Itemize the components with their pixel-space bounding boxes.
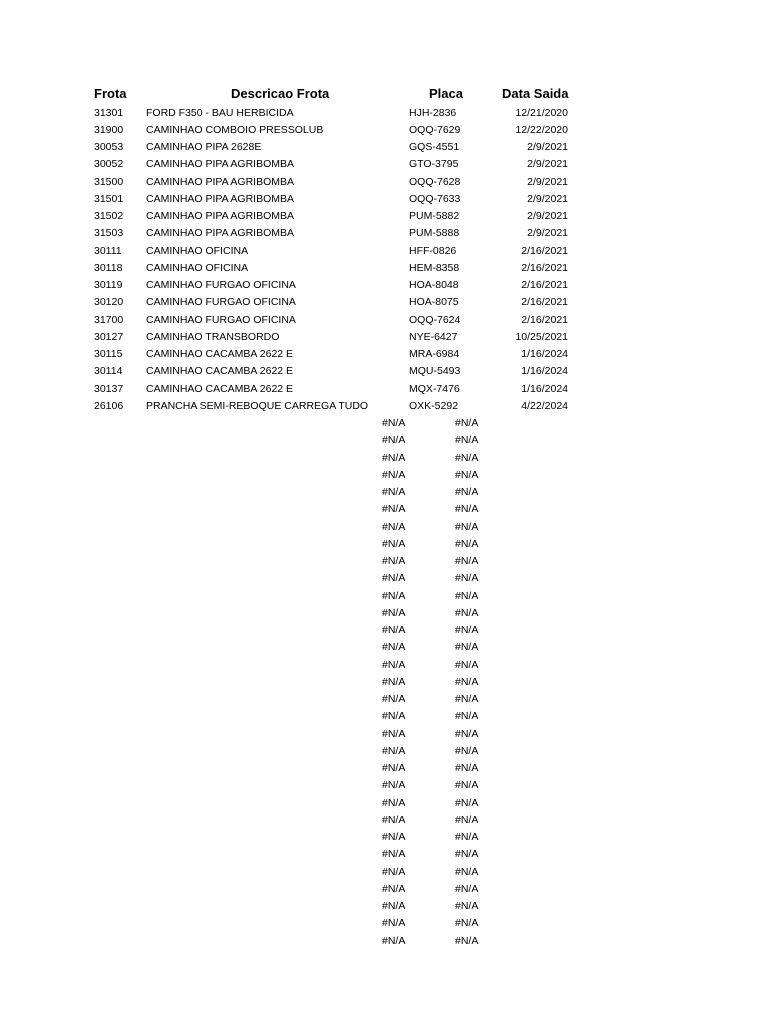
cell-frota: 30115: [94, 348, 123, 360]
cell-frota: 30119: [94, 279, 123, 291]
table-row: [0, 329, 768, 346]
cell-na-data: #N/A: [455, 779, 479, 792]
cell-na-data: #N/A: [455, 675, 479, 688]
cell-data-saida: 4/22/2024: [521, 399, 568, 412]
na-row: [0, 777, 768, 794]
cell-na-data: #N/A: [455, 744, 479, 757]
table-row: [0, 156, 768, 173]
cell-placa: NYE-6427: [409, 330, 458, 343]
cell-descricao: CAMINHAO CACAMBA 2622 E: [146, 348, 294, 360]
cell-na-placa: #N/A: [382, 813, 406, 826]
cell-descricao: CAMINHAO CACAMBA 2622 E: [146, 382, 294, 395]
cell-na-data: #N/A: [455, 606, 479, 619]
na-row: [0, 795, 768, 812]
na-row: [0, 674, 768, 691]
cell-data-saida: 12/21/2020: [515, 106, 568, 119]
na-row: [0, 415, 768, 432]
cell-na-placa: #N/A: [382, 451, 406, 464]
cell-na-placa: #N/A: [382, 831, 406, 843]
cell-na-placa: #N/A: [382, 710, 406, 723]
cell-na-data: #N/A: [455, 865, 479, 878]
cell-na-data: #N/A: [455, 537, 479, 550]
table-row: [0, 225, 768, 242]
table-row: [0, 312, 768, 329]
cell-placa: HEM-8358: [409, 261, 460, 274]
cell-frota: 31900: [94, 123, 124, 136]
cell-data-saida: 2/16/2021: [521, 244, 568, 257]
cell-na-data: #N/A: [455, 813, 479, 826]
cell-descricao: CAMINHAO OFICINA: [146, 261, 249, 274]
cell-frota: 31301: [94, 106, 124, 119]
cell-placa: OXK-5292: [409, 399, 459, 412]
cell-na-placa: #N/A: [382, 520, 406, 533]
cell-na-placa: #N/A: [382, 934, 406, 947]
na-row: [0, 450, 768, 467]
cell-placa: HJH-2836: [409, 106, 457, 119]
table-row: [0, 105, 768, 122]
cell-na-placa: #N/A: [382, 882, 406, 895]
cell-na-data: #N/A: [455, 917, 479, 930]
na-row: [0, 484, 768, 501]
cell-frota: 30111: [94, 244, 122, 257]
cell-na-data: #N/A: [455, 710, 479, 723]
cell-descricao: CAMINHAO FURGAO OFICINA: [146, 279, 296, 291]
cell-data-saida: 10/25/2021: [515, 330, 568, 343]
na-row: [0, 726, 768, 743]
cell-na-placa: #N/A: [382, 468, 406, 481]
cell-na-data: #N/A: [455, 520, 479, 533]
cell-placa: PUM-5882: [409, 210, 460, 222]
cell-data-saida: 2/9/2021: [527, 141, 568, 153]
cell-data-saida: 1/16/2024: [521, 365, 568, 378]
table-row: [0, 260, 768, 277]
na-row: [0, 864, 768, 881]
cell-na-data: #N/A: [455, 503, 479, 516]
cell-na-data: #N/A: [455, 434, 479, 447]
cell-data-saida: 2/16/2021: [521, 313, 568, 326]
cell-na-placa: #N/A: [382, 503, 406, 516]
na-row: [0, 553, 768, 570]
table-row: [0, 139, 768, 156]
na-row: [0, 898, 768, 915]
cell-data-saida: 2/9/2021: [527, 227, 568, 240]
cell-data-saida: 2/16/2021: [521, 261, 568, 274]
cell-na-data: #N/A: [455, 589, 479, 602]
cell-placa: OQQ-7629: [409, 123, 461, 136]
cell-frota: 30114: [94, 365, 123, 378]
cell-frota: 31700: [94, 313, 124, 326]
cell-na-data: #N/A: [455, 641, 479, 654]
cell-placa: OQQ-7628: [409, 175, 461, 188]
cell-na-placa: #N/A: [382, 848, 406, 861]
table-row: [0, 208, 768, 225]
header-descricao-frota: Descricao Frota: [231, 86, 330, 101]
table-row: [0, 191, 768, 208]
cell-na-placa: #N/A: [382, 641, 406, 654]
cell-frota: 30118: [94, 261, 123, 274]
cell-data-saida: 1/16/2024: [521, 348, 568, 360]
cell-placa: OQQ-7633: [409, 192, 461, 205]
cell-frota: 31500: [94, 175, 124, 188]
na-row: [0, 915, 768, 932]
cell-na-data: #N/A: [455, 934, 479, 947]
cell-descricao: CAMINHAO PIPA AGRIBOMBA: [146, 210, 295, 222]
cell-data-saida: 2/16/2021: [521, 279, 568, 291]
cell-na-data: #N/A: [455, 417, 479, 429]
na-row: [0, 570, 768, 587]
na-row: [0, 467, 768, 484]
table-row: [0, 363, 768, 380]
cell-placa: GTO-3795: [409, 158, 459, 171]
cell-na-placa: #N/A: [382, 762, 406, 774]
cell-frota: 30053: [94, 141, 124, 153]
na-row: [0, 622, 768, 639]
na-row: [0, 501, 768, 518]
cell-na-placa: #N/A: [382, 658, 406, 671]
cell-descricao: CAMINHAO COMBOIO PRESSOLUB: [146, 123, 324, 136]
cell-frota: 30127: [94, 330, 124, 343]
cell-na-data: #N/A: [455, 882, 479, 895]
header-frota: Frota: [94, 86, 127, 101]
na-row: [0, 536, 768, 553]
na-row: [0, 639, 768, 656]
cell-placa: MQX-7476: [409, 382, 460, 395]
cell-na-data: #N/A: [455, 900, 479, 912]
cell-na-data: #N/A: [455, 727, 479, 740]
cell-na-data: #N/A: [455, 451, 479, 464]
cell-na-placa: #N/A: [382, 796, 406, 809]
cell-na-data: #N/A: [455, 762, 479, 774]
cell-placa: MQU-5493: [409, 365, 461, 378]
cell-na-placa: #N/A: [382, 744, 406, 757]
cell-na-data: #N/A: [455, 468, 479, 481]
table-row: [0, 346, 768, 363]
na-row: [0, 708, 768, 725]
cell-placa: HOA-8075: [409, 296, 459, 309]
header-placa: Placa: [429, 86, 463, 101]
table-row: [0, 243, 768, 260]
na-row: [0, 933, 768, 950]
na-row: [0, 812, 768, 829]
cell-data-saida: 2/9/2021: [527, 158, 568, 171]
cell-na-placa: #N/A: [382, 693, 406, 705]
cell-na-data: #N/A: [455, 555, 479, 567]
cell-na-data: #N/A: [455, 796, 479, 809]
cell-frota: 30137: [94, 382, 124, 395]
cell-frota: 30052: [94, 158, 124, 171]
cell-na-placa: #N/A: [382, 486, 406, 498]
na-row: [0, 829, 768, 846]
cell-na-data: #N/A: [455, 658, 479, 671]
cell-na-data: #N/A: [455, 693, 479, 705]
cell-na-placa: #N/A: [382, 417, 406, 429]
cell-descricao: FORD F350 - BAU HERBICIDA: [146, 106, 294, 119]
na-row: [0, 519, 768, 536]
table-row: [0, 294, 768, 311]
table-row: [0, 277, 768, 294]
cell-frota: 31503: [94, 227, 124, 240]
na-row: [0, 432, 768, 449]
cell-na-placa: #N/A: [382, 537, 406, 550]
cell-na-data: #N/A: [455, 831, 479, 843]
cell-frota: 31502: [94, 210, 124, 222]
cell-descricao: CAMINHAO TRANSBORDO: [146, 330, 280, 343]
cell-data-saida: 1/16/2024: [521, 382, 568, 395]
cell-data-saida: 2/9/2021: [527, 210, 568, 222]
table-row: [0, 174, 768, 191]
cell-na-placa: #N/A: [382, 624, 406, 636]
cell-na-data: #N/A: [455, 572, 479, 585]
cell-data-saida: 2/16/2021: [521, 296, 568, 309]
cell-descricao: CAMINHAO CACAMBA 2622 E: [146, 365, 294, 378]
table-row: [0, 398, 768, 415]
cell-na-placa: #N/A: [382, 555, 406, 567]
cell-placa: HOA-8048: [409, 279, 459, 291]
cell-descricao: CAMINHAO PIPA AGRIBOMBA: [146, 158, 295, 171]
cell-na-data: #N/A: [455, 848, 479, 861]
cell-descricao: CAMINHAO FURGAO OFICINA: [146, 296, 296, 309]
cell-descricao: CAMINHAO FURGAO OFICINA: [146, 313, 296, 326]
cell-data-saida: 2/9/2021: [527, 175, 568, 188]
cell-na-data: #N/A: [455, 624, 479, 636]
cell-na-placa: #N/A: [382, 572, 406, 585]
na-row: [0, 605, 768, 622]
cell-frota: 30120: [94, 296, 124, 309]
table-row: [0, 381, 768, 398]
cell-placa: GQS-4551: [409, 141, 460, 153]
cell-placa: PUM-5888: [409, 227, 460, 240]
na-row: [0, 743, 768, 760]
cell-descricao: CAMINHAO PIPA AGRIBOMBA: [146, 227, 295, 240]
cell-na-placa: #N/A: [382, 675, 406, 688]
header-data-saida: Data Saida: [502, 86, 569, 101]
cell-descricao: CAMINHAO PIPA AGRIBOMBA: [146, 192, 295, 205]
na-row: [0, 881, 768, 898]
na-row: [0, 657, 768, 674]
cell-descricao: CAMINHAO PIPA AGRIBOMBA: [146, 175, 295, 188]
cell-na-placa: #N/A: [382, 779, 406, 792]
cell-descricao: CAMINHAO PIPA 2628E: [146, 141, 262, 153]
cell-na-placa: #N/A: [382, 917, 406, 930]
cell-na-placa: #N/A: [382, 865, 406, 878]
cell-na-data: #N/A: [455, 486, 479, 498]
na-row: [0, 588, 768, 605]
na-row: [0, 846, 768, 863]
cell-data-saida: 12/22/2020: [515, 123, 568, 136]
cell-na-placa: #N/A: [382, 589, 406, 602]
cell-na-placa: #N/A: [382, 900, 406, 912]
cell-placa: HFF-0826: [409, 244, 457, 257]
cell-placa: OQQ-7624: [409, 313, 461, 326]
cell-placa: MRA-6984: [409, 348, 460, 360]
na-row: [0, 691, 768, 708]
cell-descricao: PRANCHA SEMI-REBOQUE CARREGA TUDO: [146, 399, 369, 412]
cell-na-placa: #N/A: [382, 727, 406, 740]
na-row: [0, 760, 768, 777]
cell-frota: 31501: [94, 192, 124, 205]
cell-data-saida: 2/9/2021: [527, 192, 568, 205]
table-row: [0, 122, 768, 139]
cell-na-placa: #N/A: [382, 434, 406, 447]
cell-na-placa: #N/A: [382, 606, 406, 619]
cell-frota: 26106: [94, 399, 124, 412]
cell-descricao: CAMINHAO OFICINA: [146, 244, 249, 257]
